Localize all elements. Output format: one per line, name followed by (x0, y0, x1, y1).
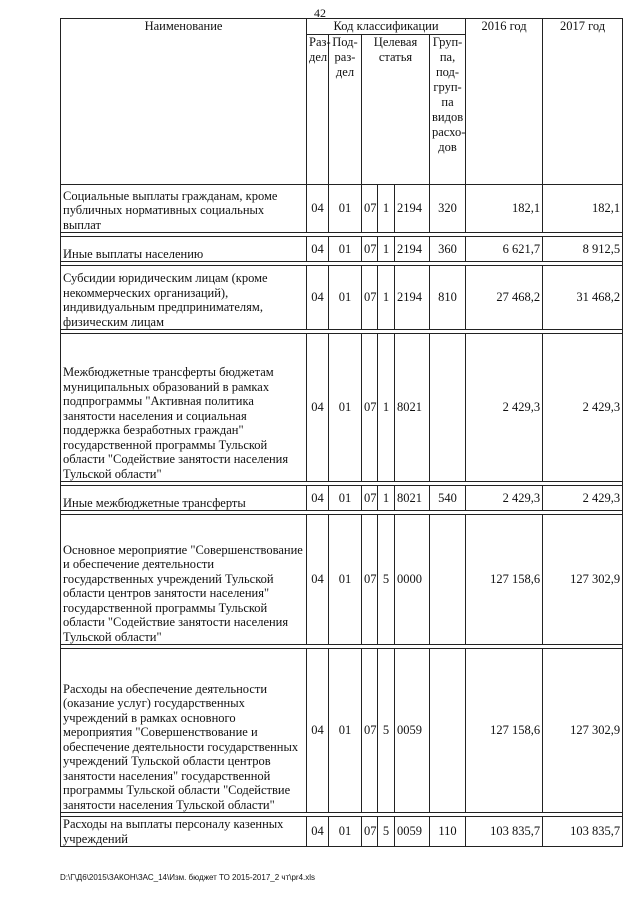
row-value-2016: 27 468,2 (466, 266, 543, 330)
row-expense-group: 810 (430, 266, 466, 330)
row-subsection: 01 (329, 649, 362, 813)
row-value-2016: 2 429,3 (466, 334, 543, 482)
row-expense-group: 540 (430, 486, 466, 511)
table-row (61, 817, 623, 847)
header-target-item: Целевая статья (362, 35, 430, 185)
row-target-part3: 2194 (395, 266, 430, 330)
header-2017: 2017 год (543, 19, 623, 185)
row-value-2017: 2 429,3 (543, 334, 623, 482)
row-target-part3: 0000 (395, 515, 430, 645)
row-section: 04 (307, 486, 329, 511)
table-row (61, 515, 623, 645)
row-subsection: 01 (329, 185, 362, 233)
row-value-2017: 182,1 (543, 185, 623, 233)
row-value-2016: 6 621,7 (466, 237, 543, 262)
row-target-part2: 5 (378, 817, 395, 847)
row-section: 04 (307, 266, 329, 330)
header-name: Наименование (61, 19, 307, 185)
row-subsection: 01 (329, 486, 362, 511)
row-expense-group: 320 (430, 185, 466, 233)
row-value-2016: 2 429,3 (466, 486, 543, 511)
table-row (61, 649, 623, 813)
row-expense-group (430, 649, 466, 813)
row-section: 04 (307, 515, 329, 645)
row-target-part3: 2194 (395, 237, 430, 262)
row-target-part3: 0059 (395, 817, 430, 847)
row-target-part3: 2194 (395, 185, 430, 233)
row-target-part2: 1 (378, 266, 395, 330)
header-subsection: Под- раз- дел (329, 35, 362, 185)
row-section: 04 (307, 334, 329, 482)
row-name: Межбюджетные трансферты бюджетам муниципальных образований в рамках подпрограммы "Активная политика занятости населения и социальная поддержка безработных граждан" государственной программы Тульской области "Содействие занятости населения Тульской области" (61, 334, 307, 482)
row-name: Иные выплаты населению (61, 237, 307, 262)
row-name: Основное мероприятие "Совершенствование и обеспечение деятельности государственных учреждений Тульской области центров занятости населения" государственной программы Тульской области "Содействие занятости населения Тульской области" (61, 515, 307, 645)
row-name: Социальные выплаты гражданам, кроме публичных нормативных социальных выплат (61, 185, 307, 233)
row-target-part3: 0059 (395, 649, 430, 813)
row-expense-group (430, 515, 466, 645)
header-expense-group: Груп- па, под- груп- па видов расхо- дов (430, 35, 466, 185)
row-target-part2: 1 (378, 237, 395, 262)
budget-table (60, 18, 623, 847)
row-target-part1: 07 (362, 185, 378, 233)
row-target-part1: 07 (362, 486, 378, 511)
row-value-2017: 103 835,7 (543, 817, 623, 847)
row-value-2017: 2 429,3 (543, 486, 623, 511)
row-subsection: 01 (329, 266, 362, 330)
row-target-part1: 07 (362, 266, 378, 330)
row-name: Иные межбюджетные трансферты (61, 486, 307, 511)
row-section: 04 (307, 817, 329, 847)
header-section: Раз- дел (307, 35, 329, 185)
table-row (61, 237, 623, 262)
row-value-2016: 103 835,7 (466, 817, 543, 847)
row-subsection: 01 (329, 334, 362, 482)
file-path-footer: D:\Г\Д6\2015\ЗАКОН\ЗАС_14\Изм. бюджет ТО 2015-2017_2 чт\pr4.xls (60, 873, 316, 882)
row-name: Расходы на обеспечение деятельности (оказание услуг) государственных учреждений в рамках основного мероприятия "Совершенствование и обеспечение деятельности государственных учреждений Тульской области центров занятости населения" государственной программы Тульской области "Содействие занятости населения Тульской области" (61, 649, 307, 813)
row-expense-group (430, 334, 466, 482)
row-section: 04 (307, 649, 329, 813)
row-target-part2: 5 (378, 515, 395, 645)
row-value-2016: 127 158,6 (466, 649, 543, 813)
table-body (61, 185, 623, 847)
row-expense-group: 110 (430, 817, 466, 847)
row-target-part3: 8021 (395, 486, 430, 511)
header-2016: 2016 год (466, 19, 543, 185)
row-target-part3: 8021 (395, 334, 430, 482)
row-value-2016: 127 158,6 (466, 515, 543, 645)
row-subsection: 01 (329, 515, 362, 645)
row-expense-group: 360 (430, 237, 466, 262)
row-target-part1: 07 (362, 649, 378, 813)
row-value-2017: 8 912,5 (543, 237, 623, 262)
row-target-part1: 07 (362, 817, 378, 847)
row-value-2016: 182,1 (466, 185, 543, 233)
row-target-part1: 07 (362, 334, 378, 482)
table-row (61, 185, 623, 233)
row-value-2017: 127 302,9 (543, 649, 623, 813)
table-row (61, 334, 623, 482)
page-number: 42 (314, 6, 326, 20)
row-name: Расходы на выплаты персоналу казенных учреждений (61, 817, 307, 847)
row-target-part1: 07 (362, 515, 378, 645)
row-subsection: 01 (329, 817, 362, 847)
row-target-part2: 1 (378, 486, 395, 511)
header-classification-code: Код классификации (307, 19, 466, 35)
row-target-part1: 07 (362, 237, 378, 262)
table-row (61, 266, 623, 330)
row-subsection: 01 (329, 237, 362, 262)
row-section: 04 (307, 237, 329, 262)
row-value-2017: 127 302,9 (543, 515, 623, 645)
row-target-part2: 1 (378, 185, 395, 233)
row-section: 04 (307, 185, 329, 233)
row-target-part2: 1 (378, 334, 395, 482)
row-name: Субсидии юридическим лицам (кроме некоммерческих организаций), индивидуальным предпринимателям, физическим лицам (61, 266, 307, 330)
row-value-2017: 31 468,2 (543, 266, 623, 330)
table-row (61, 486, 623, 511)
row-target-part2: 5 (378, 649, 395, 813)
